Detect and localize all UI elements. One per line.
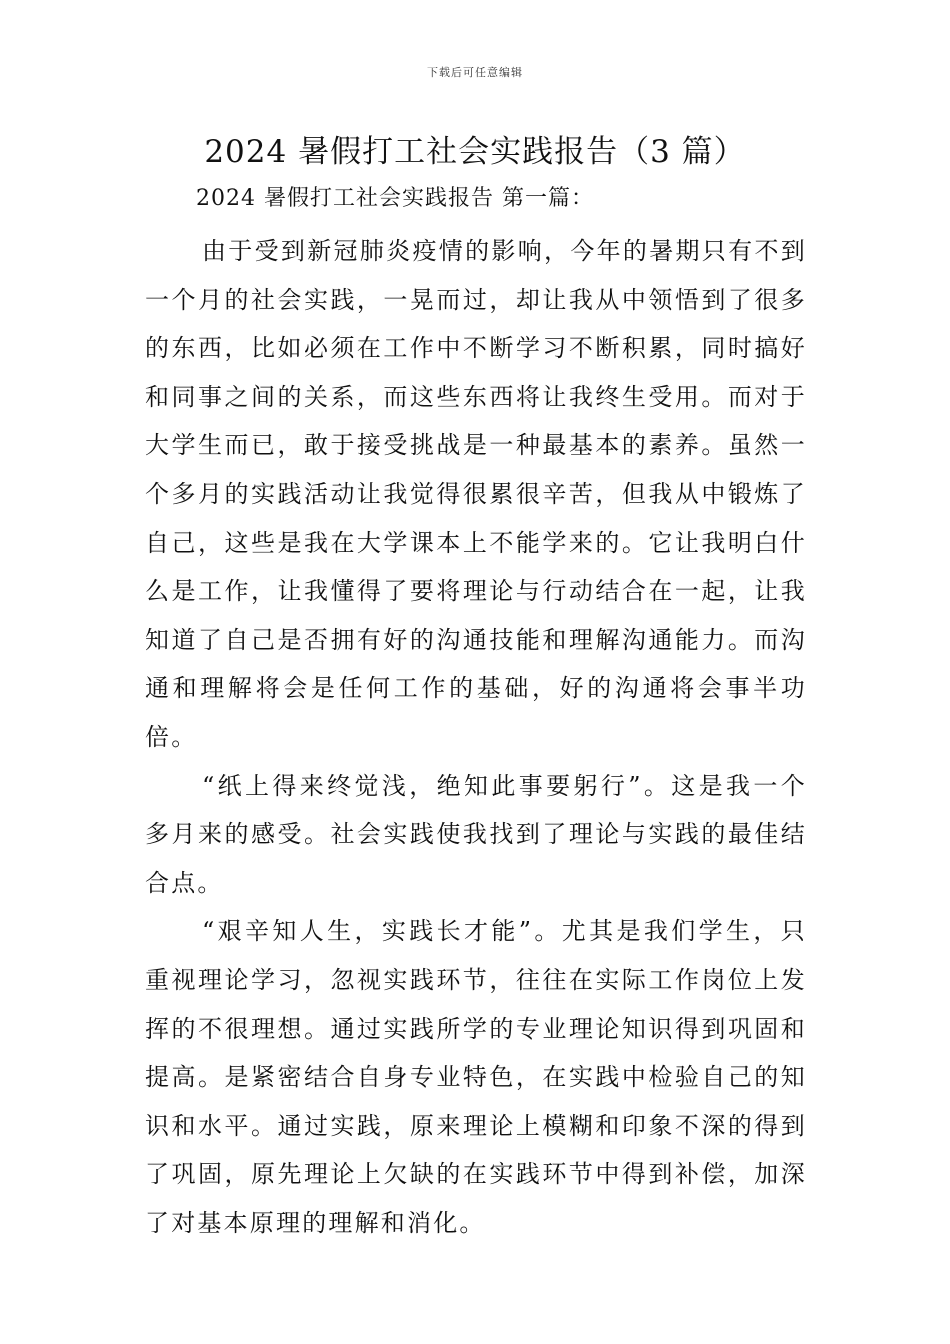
document-body	[145, 227, 807, 1247]
page-header-note: 下载后可任意编辑	[427, 66, 523, 79]
section-subtitle: 2024 暑假打工社会实践报告 第一篇：	[196, 186, 594, 211]
paragraph: “纸上得来终觉浅，绝知此事要躬行”。这是我一个多月来的感受。社会实践使我找到了理论与实践的最佳结合点。	[145, 771, 807, 897]
paragraph: “艰辛知人生，实践长才能”。尤其是我们学生，只重视理论学习，忽视实践环节，往往在实际工作岗位上发挥的不很理想。通过实践所学的专业理论知识得到巩固和提高。是紧密结合自身专业特色，在实践中检验自己的知识和水平。通过实践，原来理论上模糊和印象不深的得到了巩固，原先理论上欠缺的在实践环节中得到补偿，加深了对基本原理的理解和消化。	[145, 917, 807, 1237]
document-title: 2024 暑假打工社会实践报告（3 篇）	[204, 134, 746, 170]
paragraph: 由于受到新冠肺炎疫情的影响，今年的暑期只有不到一个月的社会实践，一晃而过，却让我从中领悟到了很多的东西，比如必须在工作中不断学习不断积累，同时搞好和同事之间的关系，而这些东西将让我终生受用。而对于大学生而已，敢于接受挑战是一种最基本的素养。虽然一个多月的实践活动让我觉得很累很辛苦，但我从中锻炼了自己，这些是我在大学课本上不能学来的。它让我明白什么是工作，让我懂得了要将理论与行动结合在一起，让我知道了自己是否拥有好的沟通技能和理解沟通能力。而沟通和理解将会是任何工作的基础，好的沟通将会事半功倍。	[145, 237, 807, 751]
